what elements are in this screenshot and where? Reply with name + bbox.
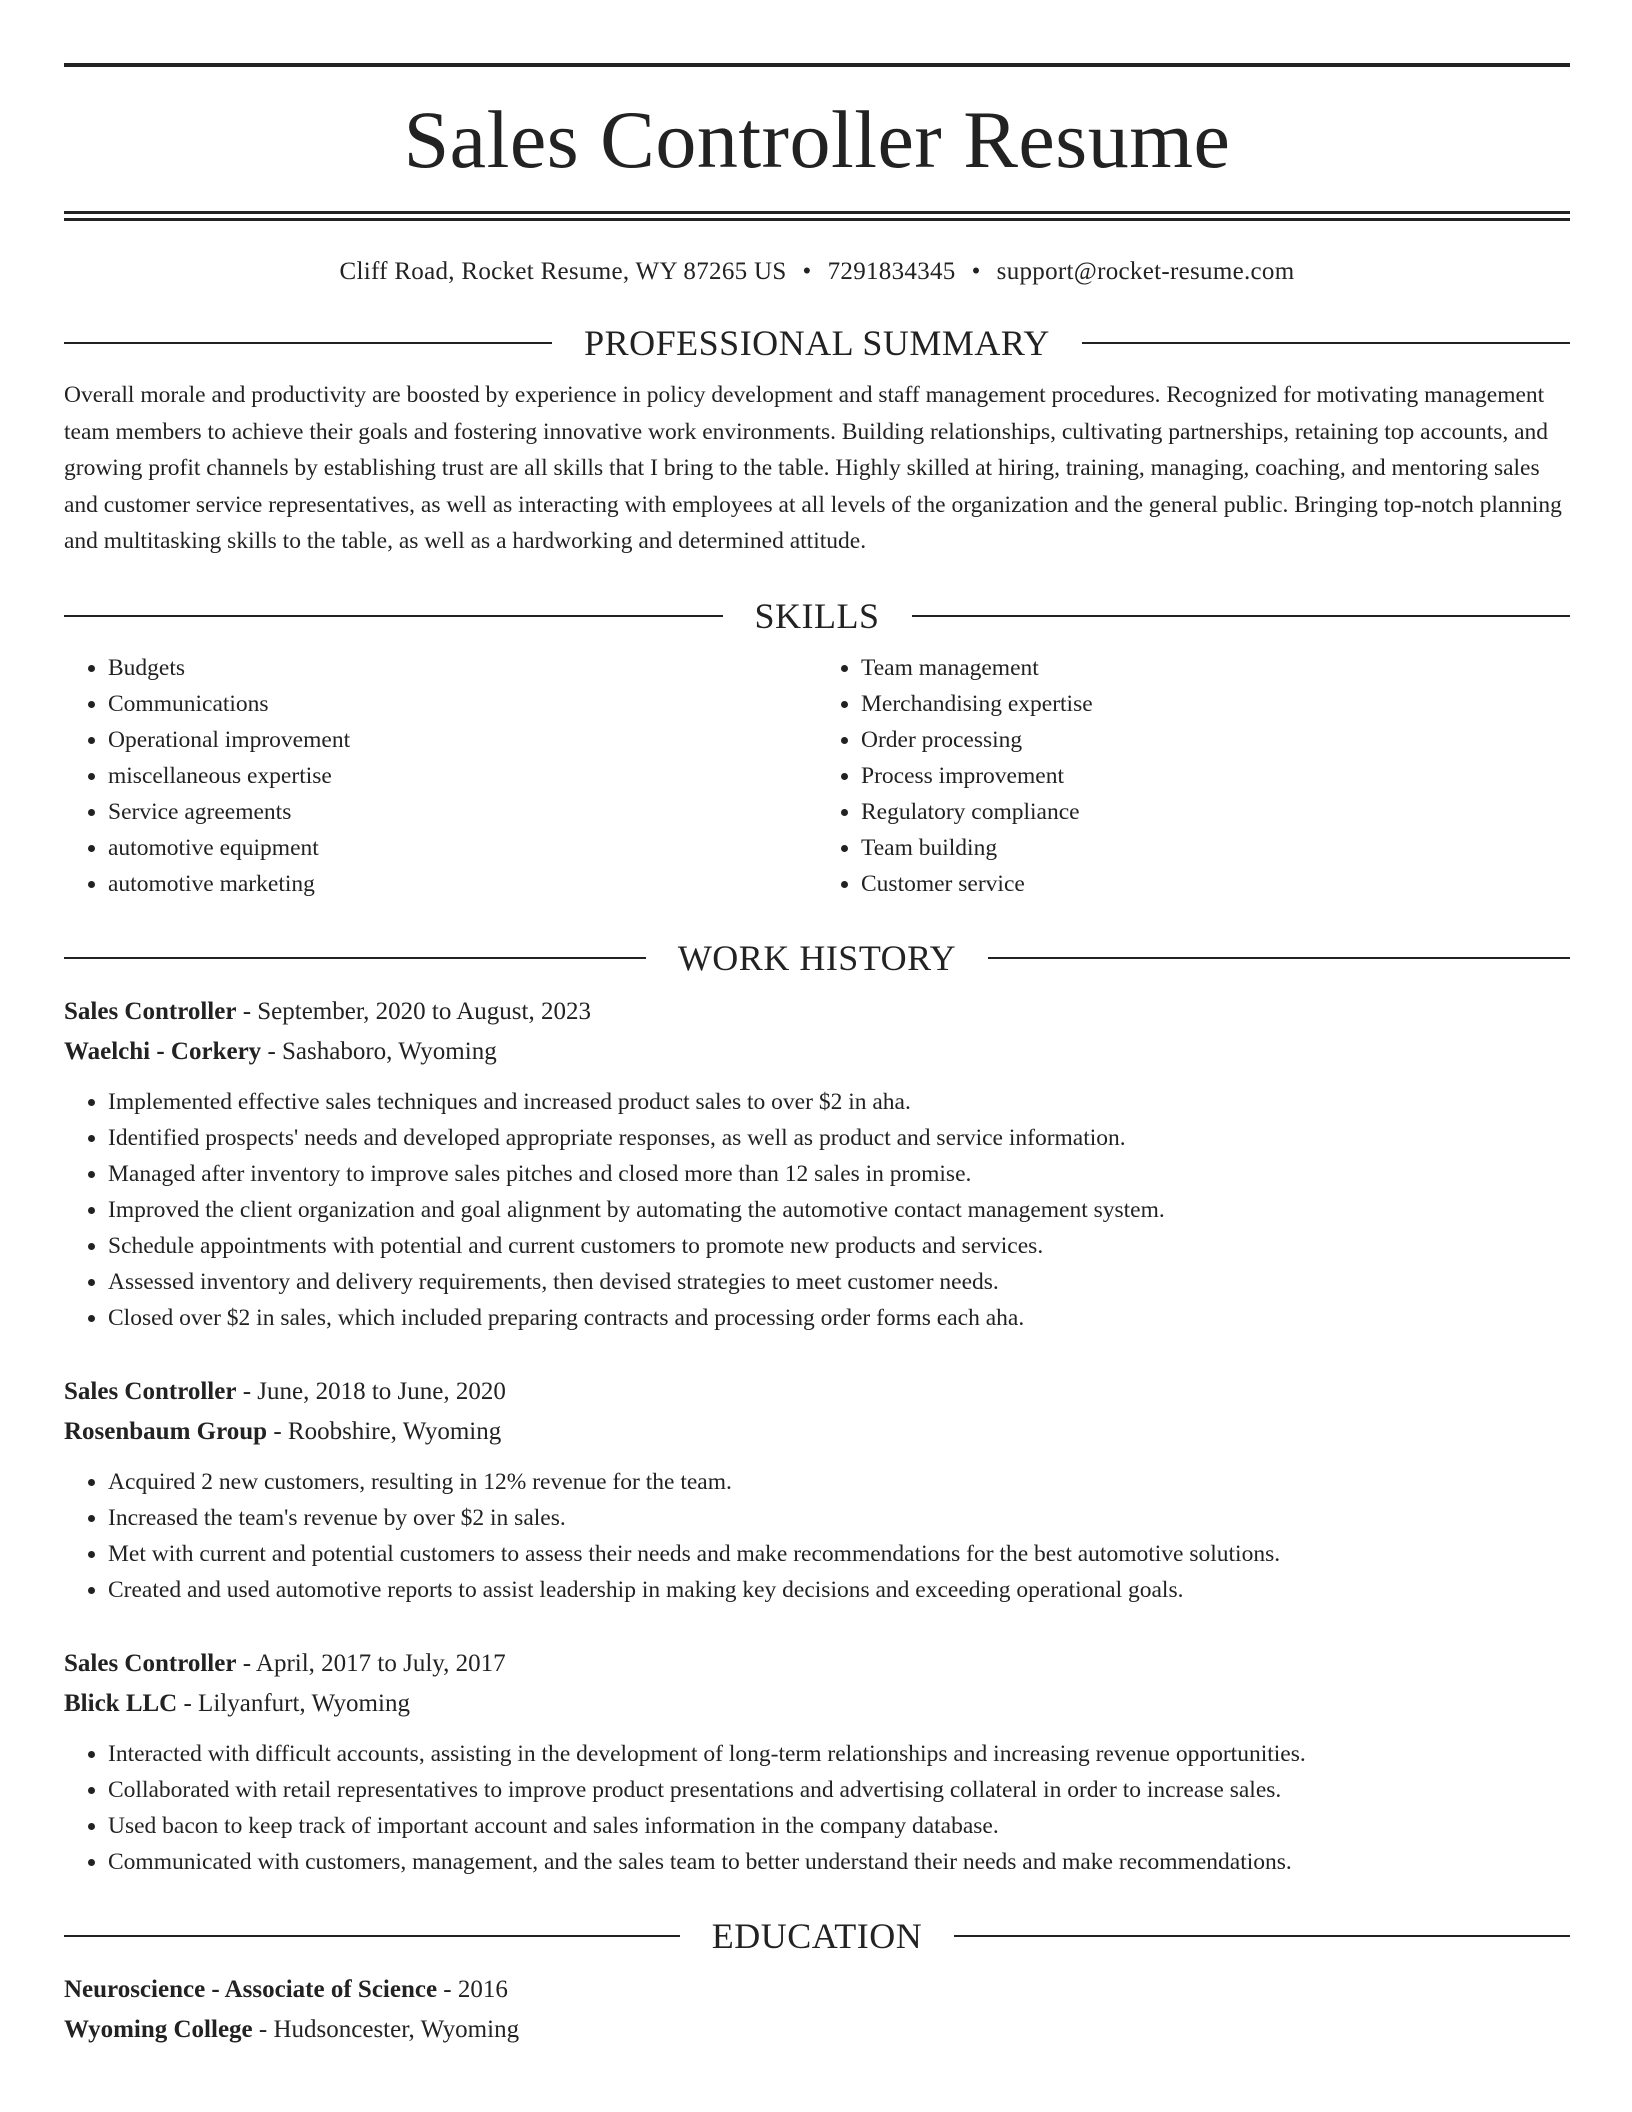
heading-rule-left bbox=[64, 957, 646, 959]
skill-item: • Communications bbox=[108, 686, 817, 722]
contact-email: support@rocket-resume.com bbox=[996, 258, 1295, 285]
heading-rule-right bbox=[988, 957, 1570, 959]
skill-item: • Budgets bbox=[108, 650, 817, 686]
job-company: Blick LLC bbox=[64, 1689, 178, 1717]
job-bullets bbox=[64, 1084, 1570, 1336]
section-heading-work-history bbox=[64, 938, 1570, 978]
job-bullet: • Acquired 2 new customers, resulting in 12% revenue for the team. bbox=[108, 1464, 1570, 1500]
job-dates: - September, 2020 to August, 2023 bbox=[236, 997, 591, 1025]
education-degree: Neuroscience - Associate of Science bbox=[64, 1975, 438, 2003]
job-bullet: • Improved the client organization and goal alignment by automating the automotive contact management system. bbox=[108, 1192, 1570, 1228]
job-bullet: • Increased the team's revenue by over $2 in sales. bbox=[108, 1500, 1570, 1536]
education-year: - 2016 bbox=[437, 1975, 508, 2003]
education-school-line bbox=[64, 2010, 1570, 2050]
section-title-work-history: WORK HISTORY bbox=[677, 937, 957, 978]
skill-item: • automotive equipment bbox=[108, 830, 817, 866]
education-location: - Hudsoncester, Wyoming bbox=[252, 2015, 520, 2043]
job-bullet: • Managed after inventory to improve sales pitches and closed more than 12 sales in promise. bbox=[108, 1156, 1570, 1192]
job-bullet: • Assessed inventory and delivery requirements, then devised strategies to meet customer needs. bbox=[108, 1264, 1570, 1300]
section-title-education: EDUCATION bbox=[711, 1915, 923, 1956]
heading-rule-right bbox=[954, 1935, 1570, 1937]
heading-rule-right bbox=[912, 615, 1571, 617]
job-bullet: • Used bacon to keep track of important account and sales information in the company database. bbox=[108, 1808, 1570, 1844]
section-title-summary: PROFESSIONAL SUMMARY bbox=[584, 323, 1050, 363]
section-title-skills: SKILLS bbox=[754, 595, 880, 636]
job-bullet: • Created and used automotive reports to assist leadership in making key decisions and exceeding operational goals. bbox=[108, 1572, 1570, 1608]
section-heading-education bbox=[64, 1916, 1570, 1956]
job-bullet: • Closed over $2 in sales, which included preparing contracts and processing order forms each aha. bbox=[108, 1300, 1570, 1336]
heading-rule-left bbox=[64, 342, 552, 344]
job-entry bbox=[64, 1644, 1570, 1880]
job-bullet: • Schedule appointments with potential and current customers to promote new products and services. bbox=[108, 1228, 1570, 1264]
job-entry bbox=[64, 992, 1570, 1336]
job-bullet: • Identified prospects' needs and developed appropriate responses, as well as product and service information. bbox=[108, 1120, 1570, 1156]
summary-text: Overall morale and productivity are boosted by experience in policy development and staff management procedures. Recognized for motivating management team members to achieve their goals and fostering innovative work environments. Building relationships, cultivating partnerships, retaining top accounts, and growing profit channels by establishing trust are all skills that I bring to the table. Highly skilled at hiring, training, managing, coaching, and mentoring sales and customer service representatives, as well as interacting with employees at all levels of the organization and the general public. Bringing top-notch planning and multitasking skills to the table, as well as a hardworking and determined attitude. bbox=[64, 382, 1562, 554]
section-heading-summary bbox=[64, 323, 1570, 363]
contact-separator: • bbox=[971, 258, 981, 285]
job-company: Rosenbaum Group bbox=[64, 1417, 268, 1445]
heading-rule-right bbox=[1082, 342, 1570, 344]
top-rule bbox=[64, 63, 1570, 67]
job-bullets bbox=[64, 1736, 1570, 1880]
skill-item: • miscellaneous expertise bbox=[108, 758, 817, 794]
skill-item: • Process improvement bbox=[861, 758, 1570, 794]
skill-item: • Regulatory compliance bbox=[861, 794, 1570, 830]
job-location: - Sashaboro, Wyoming bbox=[261, 1037, 497, 1065]
skills-list bbox=[64, 650, 1570, 902]
job-title-line bbox=[64, 992, 1570, 1032]
heading-rule-left bbox=[64, 1935, 680, 1937]
skill-item: • Order processing bbox=[861, 722, 1570, 758]
job-company: Waelchi - Corkery bbox=[64, 1037, 262, 1065]
contact-line bbox=[64, 257, 1570, 287]
job-company-line bbox=[64, 1684, 1570, 1724]
job-bullet: • Met with current and potential customers to assess their needs and make recommendations for the best automotive solutions. bbox=[108, 1536, 1570, 1572]
section-heading-skills bbox=[64, 596, 1570, 636]
job-entry bbox=[64, 1372, 1570, 1608]
education-degree-line bbox=[64, 1970, 1570, 2010]
skill-item: • Customer service bbox=[861, 866, 1570, 902]
job-title-line bbox=[64, 1372, 1570, 1412]
job-bullet: • Implemented effective sales techniques and increased product sales to over $2 in aha. bbox=[108, 1084, 1570, 1120]
job-company-line bbox=[64, 1032, 1570, 1072]
contact-phone: 7291834345 bbox=[827, 258, 956, 285]
job-bullet: • Communicated with customers, management, and the sales team to better understand their needs and make recommendations. bbox=[108, 1844, 1570, 1880]
skills-column-left bbox=[64, 650, 817, 902]
skills-column-right bbox=[817, 650, 1570, 902]
education-entry bbox=[64, 1970, 1570, 2050]
resume-title: Sales Controller Resume bbox=[403, 94, 1231, 185]
skill-item: • Team management bbox=[861, 650, 1570, 686]
skill-item: • Operational improvement bbox=[108, 722, 817, 758]
job-location: - Lilyanfurt, Wyoming bbox=[177, 1689, 410, 1717]
job-dates: - April, 2017 to July, 2017 bbox=[236, 1649, 506, 1677]
title-double-rule bbox=[64, 211, 1570, 221]
education-school: Wyoming College bbox=[64, 2015, 253, 2043]
skill-item: • Merchandising expertise bbox=[861, 686, 1570, 722]
job-title-line bbox=[64, 1644, 1570, 1684]
heading-rule-left bbox=[64, 615, 723, 617]
job-bullet: • Interacted with difficult accounts, assisting in the development of long-term relationships and increasing revenue opportunities. bbox=[108, 1736, 1570, 1772]
job-company-line bbox=[64, 1412, 1570, 1452]
job-dates: - June, 2018 to June, 2020 bbox=[236, 1377, 506, 1405]
resume-page bbox=[64, 63, 1570, 2050]
contact-address: Cliff Road, Rocket Resume, WY 87265 US bbox=[339, 258, 787, 285]
job-location: - Roobshire, Wyoming bbox=[267, 1417, 502, 1445]
job-title: Sales Controller bbox=[64, 997, 237, 1025]
skill-item: • Team building bbox=[861, 830, 1570, 866]
job-title: Sales Controller bbox=[64, 1649, 237, 1677]
contact-separator: • bbox=[802, 258, 812, 285]
job-bullet: • Collaborated with retail representatives to improve product presentations and advertising collateral in order to increase sales. bbox=[108, 1772, 1570, 1808]
job-title: Sales Controller bbox=[64, 1377, 237, 1405]
skill-item: • automotive marketing bbox=[108, 866, 817, 902]
skill-item: • Service agreements bbox=[108, 794, 817, 830]
job-bullets bbox=[64, 1464, 1570, 1608]
